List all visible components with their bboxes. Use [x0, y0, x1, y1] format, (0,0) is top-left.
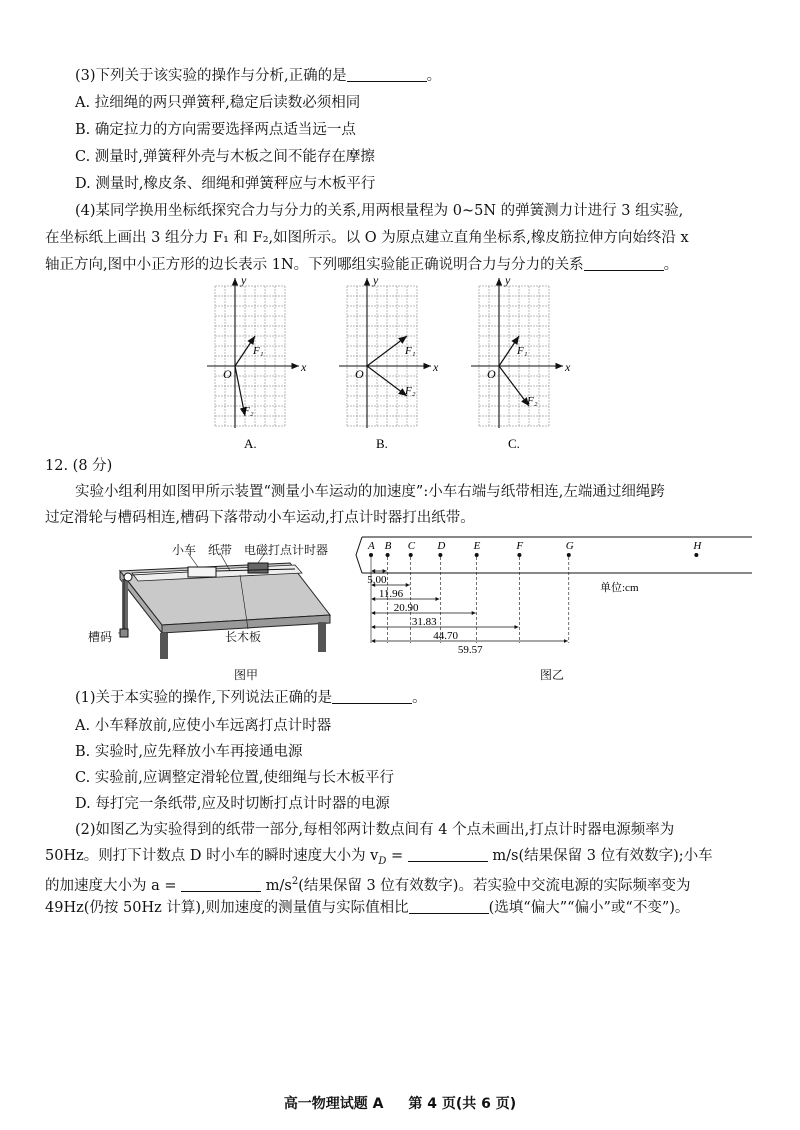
p2-line1: (2)如图乙为实验得到的纸带一部分,每相邻两计数点间有 4 个点未画出,打点计时器电源频率为	[75, 822, 675, 838]
p2-line3a: 的加速度大小为 a =	[45, 877, 182, 894]
answer-blank-vd[interactable]	[408, 847, 488, 862]
distance-label: 44.70	[433, 630, 458, 642]
tape-point-label: A	[368, 540, 375, 552]
force-grid	[207, 276, 307, 451]
f2-label: F₂	[527, 395, 538, 407]
origin-label: O	[487, 367, 496, 381]
x-axis-label: x	[565, 360, 571, 374]
q3-option-b: B. 确定拉力的方向需要选择两点适当远一点	[75, 122, 356, 138]
p1-option-a: A. 小车释放前,应使小车远离打点计时器	[75, 718, 332, 734]
footer-page: 第 4 页(共 6 页)	[408, 1096, 517, 1112]
answer-blank[interactable]	[332, 689, 412, 704]
force-grid	[339, 276, 439, 451]
label-tape: 纸带	[208, 543, 233, 557]
footer-title: 高一物理试题 A	[283, 1096, 384, 1112]
p2-line4a: 49Hz(仍按 50Hz 计算),则加速度的测量值与实际值相比	[45, 900, 409, 916]
page-footer	[0, 1093, 800, 1113]
answer-blank[interactable]	[584, 256, 664, 271]
q4-end: 。	[663, 257, 679, 273]
label-timer: 电磁打点计时器	[244, 543, 329, 557]
p1-stem-text: (1)关于本实验的操作,下列说法正确的是	[75, 690, 333, 706]
origin-label: O	[355, 367, 364, 381]
q12-intro2: 过定滑轮与槽码相连,槽码下落带动小车运动,打点计时器打出纸带。	[45, 510, 475, 526]
f2-label: F₂	[405, 385, 416, 397]
grid-option-label: A.	[244, 436, 257, 451]
p2-line2b: =	[386, 848, 408, 864]
label-car: 小车	[172, 543, 197, 557]
tape-point-label: D	[437, 540, 446, 552]
tape-figure	[352, 533, 762, 653]
p2-line4	[45, 898, 689, 918]
caption-jia: 图甲	[234, 668, 259, 682]
caption-yi: 图乙	[540, 668, 565, 682]
tape-point	[475, 553, 479, 557]
p1-end: 。	[412, 690, 427, 706]
tape-point-label: G	[565, 540, 574, 552]
p1-stem	[75, 688, 427, 708]
f1-label: F₁	[405, 345, 416, 357]
tape-point-label: H	[693, 540, 702, 552]
p1-option-d: D. 每打完一条纸带,应及时切断打点计时器的电源	[75, 796, 390, 812]
f1-label: F₁	[253, 345, 264, 357]
tape-point	[517, 553, 521, 557]
q3-option-c: C. 测量时,弹簧秤外壳与木板之间不能存在摩擦	[75, 149, 375, 165]
tape-point	[386, 553, 390, 557]
distance-label: 11.96	[378, 588, 404, 600]
p2-line2	[45, 846, 713, 872]
p2-line3c: (结果保留 3 位有效数字)。若实验中交流电源的实际频率变为	[298, 877, 691, 894]
f1-label: F₁	[517, 345, 528, 357]
force-grids-figure	[200, 276, 620, 452]
q4-line3-text: 轴正方向,图中小正方形的边长表示 1N。下列哪组实验能正确说明合力与分力的关系	[45, 257, 584, 273]
tape-point	[694, 553, 698, 557]
label-weight: 槽码	[88, 630, 113, 644]
x-axis-label: x	[301, 360, 307, 374]
q12-intro1: 实验小组利用如图甲所示装置“测量小车运动的加速度”:小车右端与纸带相连,左端通过细绳跨	[75, 484, 665, 500]
p2-vd-sub: D	[378, 855, 387, 867]
unit-label: 单位:cm	[600, 582, 639, 594]
q3-end: 。	[426, 68, 442, 84]
tape-point	[409, 553, 413, 557]
origin-label: O	[223, 367, 232, 381]
q4-line3	[45, 255, 678, 275]
q3-option-d: D. 测量时,橡皮条、细绳和弹簧秤应与木板平行	[75, 176, 376, 192]
answer-blank-compare[interactable]	[409, 899, 489, 914]
p1-option-b: B. 实验时,应先释放小车再接通电源	[75, 744, 303, 760]
tape-point	[438, 553, 442, 557]
q4-line1: (4)某同学换用坐标纸探究合力与分力的关系,用两根量程为 0~5N 的弹簧测力计进行 3 组实验,	[75, 203, 684, 219]
label-board: 长木板	[225, 630, 262, 644]
p2-line3	[45, 872, 690, 896]
f2-label: F₂	[243, 405, 254, 417]
p2-line4b: (选填“偏大”“偏小”或“不变”)。	[488, 900, 690, 916]
tape-point-label: E	[473, 540, 481, 552]
q4-line2: 在坐标纸上画出 3 组分力 F₁ 和 F₂,如图所示。以 O 为原点建立直角坐标系,橡皮筋拉伸方向始终沿 x	[45, 230, 689, 246]
distance-label: 59.57	[457, 644, 483, 653]
p2-unit-sup: 2	[291, 876, 299, 887]
tape-point	[369, 553, 373, 557]
p1-option-c: C. 实验前,应调整定滑轮位置,使细绳与长木板平行	[75, 770, 395, 786]
p2-line2c: m/s(结果保留 3 位有效数字);小车	[487, 848, 713, 864]
q3-stem	[75, 66, 441, 86]
grid-option-label: C.	[508, 436, 520, 451]
y-axis-label: y	[241, 276, 247, 287]
tape-point	[567, 553, 571, 557]
tape-point-label: C	[407, 540, 416, 552]
distance-label: 31.83	[411, 616, 437, 628]
y-axis-label: y	[373, 276, 379, 287]
tape-point-label: B	[384, 540, 392, 552]
grid-option-label: B.	[376, 436, 388, 451]
answer-blank[interactable]	[347, 67, 427, 82]
p2-line2a: 50Hz。则打下计数点 D 时小车的瞬时速度大小为 v	[45, 848, 379, 864]
tape-point-label: F	[516, 540, 524, 552]
distance-label: 20.90	[393, 602, 419, 614]
q12-header: 12. (8 分)	[45, 458, 113, 474]
x-axis-label: x	[433, 360, 439, 374]
y-axis-label: y	[505, 276, 511, 287]
force-grid	[471, 276, 571, 451]
p2-line3b: m/s	[261, 877, 292, 894]
q3-option-a: A. 拉细绳的两只弹簧秤,稳定后读数必须相同	[75, 95, 361, 111]
distance-label: 5.00	[367, 574, 387, 586]
answer-blank-a[interactable]	[181, 877, 261, 892]
q3-stem-text: (3)下列关于该实验的操作与分析,正确的是	[75, 68, 347, 84]
